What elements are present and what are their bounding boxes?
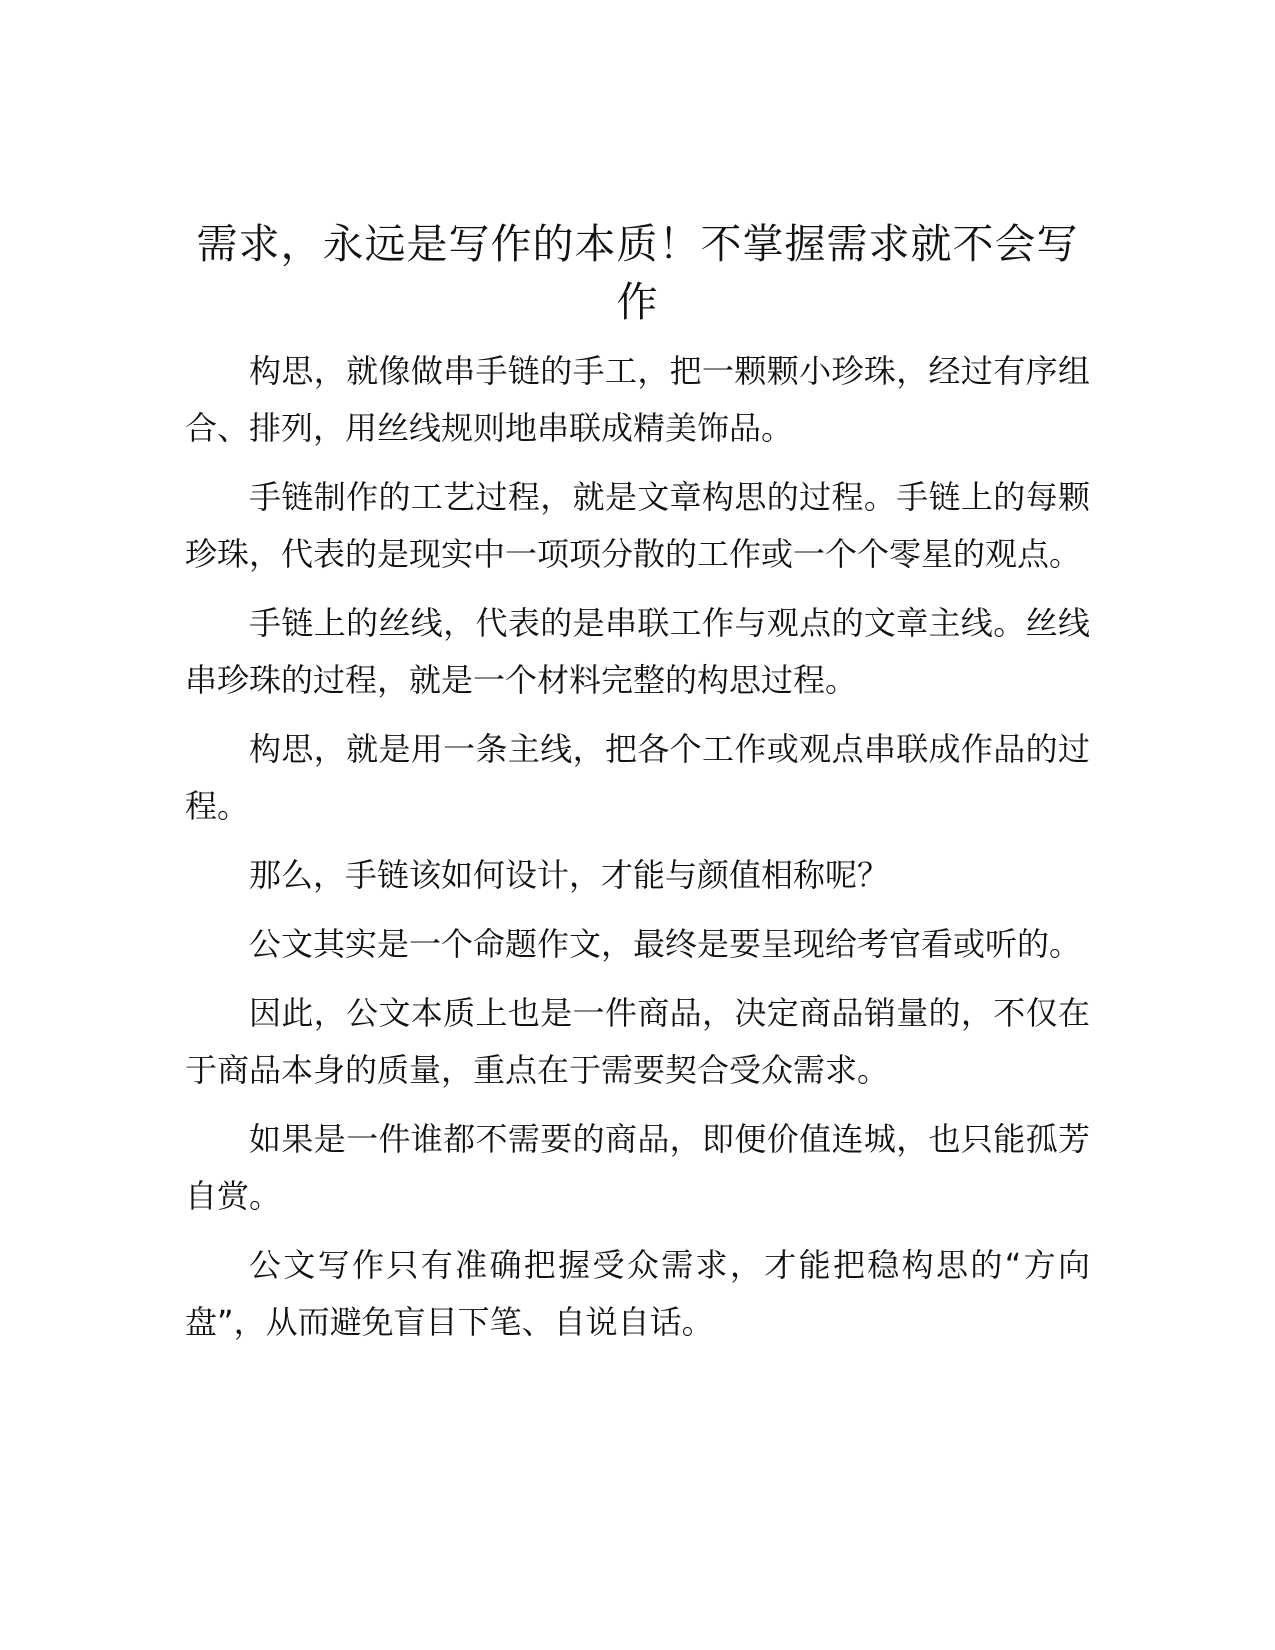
- paragraph-9: 公文写作只有准确把握受众需求，才能把稳构思的“方向盘”，从而避免盲目下笔、自说自话。: [185, 1246, 1090, 1341]
- paragraph-6: 公文其实是一个命题作文，最终是要呈现给考官看或听的。: [249, 925, 1082, 963]
- paragraph-7: 因此，公文本质上也是一件商品，决定商品销量的，不仅在于商品本身的质量，重点在于需要契合受众需求。: [185, 994, 1090, 1089]
- paragraph-2: 手链制作的工艺过程，就是文章构思的过程。手链上的每颗珍珠，代表的是现实中一项项分散的工作或一个个零星的观点。: [185, 478, 1090, 573]
- paragraph-3: 手链上的丝线，代表的是串联工作与观点的文章主线。丝线串珍珠的过程，就是一个材料完整的构思过程。: [185, 604, 1090, 699]
- document-title: 需求，永远是写作的本质！不掌握需求就不会写作: [196, 220, 1079, 326]
- document-body: [185, 215, 1090, 1363]
- paragraph-4: 构思，就是用一条主线，把各个工作或观点串联成作品的过程。: [185, 730, 1090, 825]
- paragraph-1: 构思，就像做串手链的手工，把一颗颗小珍珠，经过有序组合、排列，用丝线规则地串联成精美饰品。: [185, 352, 1090, 447]
- paragraph-5: 那么，手链该如何设计，才能与颜值相称呢？: [249, 856, 890, 894]
- paragraph-8: 如果是一件谁都不需要的商品，即便价值连城，也只能孤芳自赏。: [185, 1120, 1090, 1215]
